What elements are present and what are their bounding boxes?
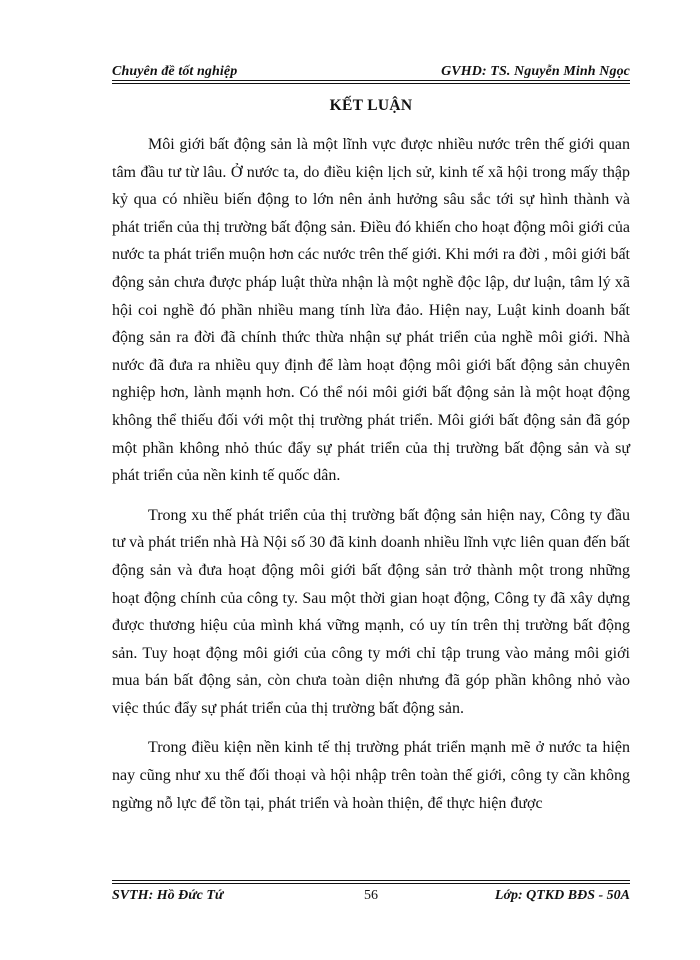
document-body [112,131,630,817]
paragraph-1: Môi giới bất động sản là một lĩnh vực được nhiều nước trên thế giới quan tâm đầu tư từ lâu. Ở nước ta, do điều kiện lịch sử, kinh tế xã hội trong mấy thập kỷ qua có nhiều biến động to lớn nên ảnh hưởng sâu sắc tới sự hình thành và phát triển của thị trường bất động sản. Điều đó khiến cho hoạt động môi giới của nước ta phát triển muộn hơn các nước trên thế giới. Khi mới ra đời , môi giới bất động sản chưa được pháp luật thừa nhận là một nghề độc lập, dư luận, tâm lý xã hội coi nghề đó phần nhiều mang tính lừa đảo. Hiện nay, Luật kinh doanh bất động sản ra đời đã chính thức thừa nhận sự phát triển của nghề môi giới. Nhà nước đã đưa ra nhiều quy định để làm hoạt động môi giới bất động sản chuyên nghiệp hơn, lành mạnh hơn. Có thể nói môi giới bất động sản là một hoạt động không thể thiếu đối với một thị trường phát triển. Môi giới bất động sản đã góp một phần không nhỏ thúc đẩy sự phát triển của thị trường bất động sản và sự phát triển của nền kinh tế quốc dân. [112,136,630,485]
footer-left-text: SVTH: Hồ Đức Tứ [112,888,224,903]
footer-right-text: Lớp: QTKD BĐS - 50A [494,888,630,903]
page-number: 56 [364,888,378,903]
page-footer [112,888,630,908]
header-left-text: Chuyên đề tốt nghiệp [112,64,238,79]
page-header [112,60,630,80]
paragraph-3: Trong điều kiện nền kinh tế thị trường phát triển mạnh mẽ ở nước ta hiện nay cũng như xu thế đối thoại và hội nhập trên toàn thế giới, công ty cần không ngừng nỗ lực để tồn tại, phát triển và hoàn thiện, để thực hiện được [112,739,630,812]
header-right-text: GVHD: TS. Nguyễn Minh Ngọc [441,64,630,79]
footer-rule [112,880,630,884]
paragraph-2: Trong xu thế phát triển của thị trường bất động sản hiện nay, Công ty đầu tư và phát triển nhà Hà Nội số 30 đã kinh doanh nhiều lĩnh vực liên quan đến bất động sản và đưa hoạt động môi giới bất động sản trở thành một trong những hoạt động chính của công ty. Sau một thời gian hoạt động, Công ty đã xây dựng được thương hiệu của mình khá vững mạnh, có uy tín trên thị trường bất động sản. Tuy hoạt động môi giới của công ty mới chỉ tập trung vào mảng môi giới mua bán bất động sản, còn chưa toàn diện nhưng đã góp phần không nhỏ vào việc thúc đẩy sự phát triển của thị trường bất động sản. [112,506,630,717]
section-title: KẾT LUẬN [329,97,413,114]
header-rule [112,80,630,84]
